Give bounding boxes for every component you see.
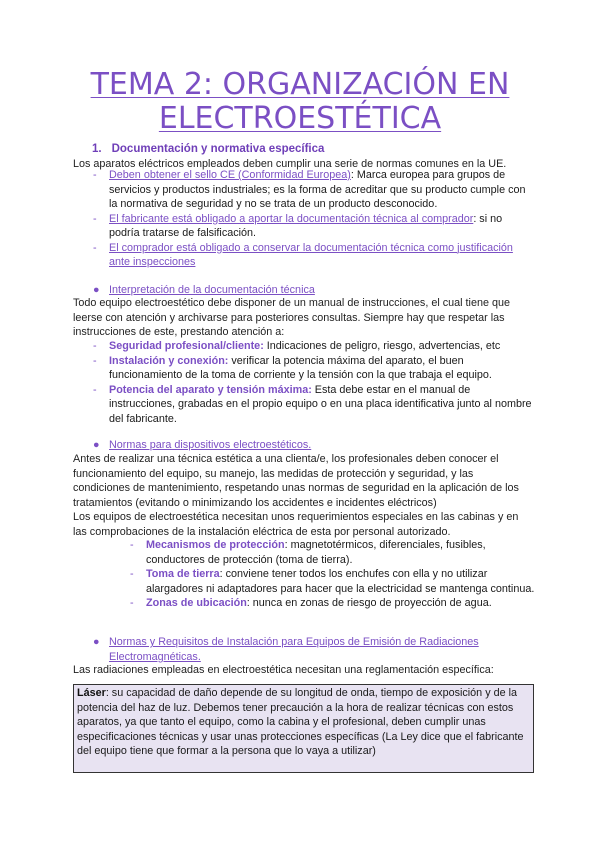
bullet-dot-icon: ●	[93, 284, 100, 296]
dash-bullet-icon: -	[130, 597, 134, 609]
list-item	[130, 596, 535, 611]
title-line-2: ELECTROESTÉTICA	[158, 101, 442, 136]
list-item-link[interactable]: El fabricante está obligado a aportar la documentación técnica al comprador	[109, 212, 474, 225]
list-item	[93, 212, 533, 241]
section-3-intro-1: Antes de realizar una técnica estética a una clienta/e, los profesionales deben conocer el funcionamiento del equipo, su manejo, las medidas de protección y seguridad, y las condiciones de mantenimiento, respetando unas normas de seguridad en la aplicación de los tratamientos (evitando o minimizando los accidentes e incidentes eléctricos)	[73, 453, 519, 509]
section-1-list	[93, 168, 533, 270]
dash-bullet-icon: -	[130, 568, 134, 580]
dash-bullet-icon: -	[93, 340, 97, 352]
list-item	[93, 241, 533, 270]
bullet-dot-icon: ●	[93, 636, 100, 648]
list-item-text: verificar la potencia máxima del aparato, el buen funcionamiento de la toma de corriente y la tensión con la que trabaja el equipo.	[109, 354, 492, 381]
list-item	[130, 567, 535, 596]
list-item-label: Seguridad profesional/cliente:	[109, 340, 264, 352]
section-4-heading	[93, 635, 549, 664]
list-item-text: : nunca en zonas de riesgo de proyección de agua.	[246, 597, 492, 609]
dash-bullet-icon: -	[130, 539, 134, 551]
list-item-text: : si no podría tratarse de falsificación.	[109, 212, 503, 239]
section-4-intro: Las radiaciones empleadas en electroestética necesitan una reglamentación específica:	[73, 664, 494, 676]
laser-text: : su capacidad de daño depende de su longitud de onda, tiempo de exposición y de la potencia del haz de luz. Debemos tener precaución a la hora de realizar técnicas con estos aparatos, ya que tanto el equipo, como la cabina y el profesional, deben cumplir unas especificaciones técnicas y usar unas protecciones específicas (La Ley dice que el fabricante del equipo tiene que formar a la persona que lo vaya a utilizar)	[77, 687, 524, 757]
section-3-heading	[93, 438, 549, 453]
section-1-title: Documentación y normativa específica	[111, 143, 325, 155]
list-item	[93, 168, 533, 212]
list-item-label: Toma de tierra	[146, 568, 220, 580]
laser-label: Láser	[77, 687, 106, 699]
dash-bullet-icon: -	[93, 169, 97, 181]
section-3-list	[130, 538, 535, 611]
dash-bullet-icon: -	[93, 383, 97, 396]
list-item-link[interactable]: Deben obtener el sello CE (Conformidad Europea)	[109, 169, 351, 181]
list-item-label: Mecanismos de protección	[146, 539, 285, 551]
list-item-text: : conviene tener todos los enchufes con ella y no utilizar alargadores ni adaptadores para hacer que la electricidad se mantenga continua.	[146, 568, 535, 595]
dash-bullet-icon: -	[93, 354, 97, 367]
dash-bullet-icon: -	[93, 241, 97, 254]
section-3-link[interactable]: Normas para dispositivos electroestéticos.	[109, 439, 312, 451]
section-1-heading	[92, 143, 324, 155]
list-item-link[interactable]: El comprador está obligado a conservar la documentación técnica como justificación ante inspecciones	[109, 241, 513, 268]
section-1-number: 1.	[92, 143, 102, 155]
section-4-link[interactable]: Normas y Requisitos de Instalación para Equipos de Emisión de Radiaciones Electromagnéticas.	[109, 636, 479, 663]
list-item-text: Esta debe estar en el manual de instrucciones, grabadas en el propio equipo o en una placa identificativa junto al nombre del fabricante.	[109, 383, 532, 425]
dash-bullet-icon: -	[93, 212, 97, 225]
section-2-list	[93, 339, 533, 426]
title-line-1: TEMA 2: ORGANIZACIÓN EN	[90, 67, 510, 102]
section-2-link[interactable]: Interpretación de la documentación técnica	[109, 284, 315, 296]
list-item-text: Indicaciones de peligro, riesgo, advertencias, etc	[263, 340, 501, 352]
list-item	[130, 538, 535, 567]
list-item-label: Potencia del aparato y tensión máxima:	[109, 383, 312, 396]
list-item	[93, 354, 533, 383]
list-item-label: Instalación y conexión:	[109, 354, 229, 367]
list-item-text: : Marca europea para grupos de servicios y productos industriales; es la forma de acreditar que su producto cumple con la normativa de seguridad y no se trata de un producto desconocido.	[109, 169, 526, 210]
bullet-dot-icon: ●	[93, 439, 100, 451]
list-item	[93, 339, 533, 354]
list-item-label: Zonas de ubicación	[146, 597, 247, 609]
laser-note-box	[73, 684, 534, 773]
list-item-text: : magnetotérmicos, diferenciales, fusibles, conductores de protección (toma de tierra).	[146, 539, 486, 566]
list-item	[93, 383, 533, 427]
section-3-intro-2: Los equipos de electroestética necesitan unos requerimientos especiales en las cabinas y en las comprobaciones de la instalación eléctrica de esta por personal autorizado.	[73, 511, 519, 538]
section-2-intro: Todo equipo electroestético debe disponer de un manual de instrucciones, el cual tiene que leerse con atención y archivarse para posteriores consultas. Siempre hay que respetar las instrucciones de este, prestando atención a:	[73, 297, 510, 338]
page-title	[0, 68, 600, 136]
section-1-intro: Los aparatos eléctricos empleados deben cumplir una serie de normas comunes en la UE.	[73, 158, 507, 170]
